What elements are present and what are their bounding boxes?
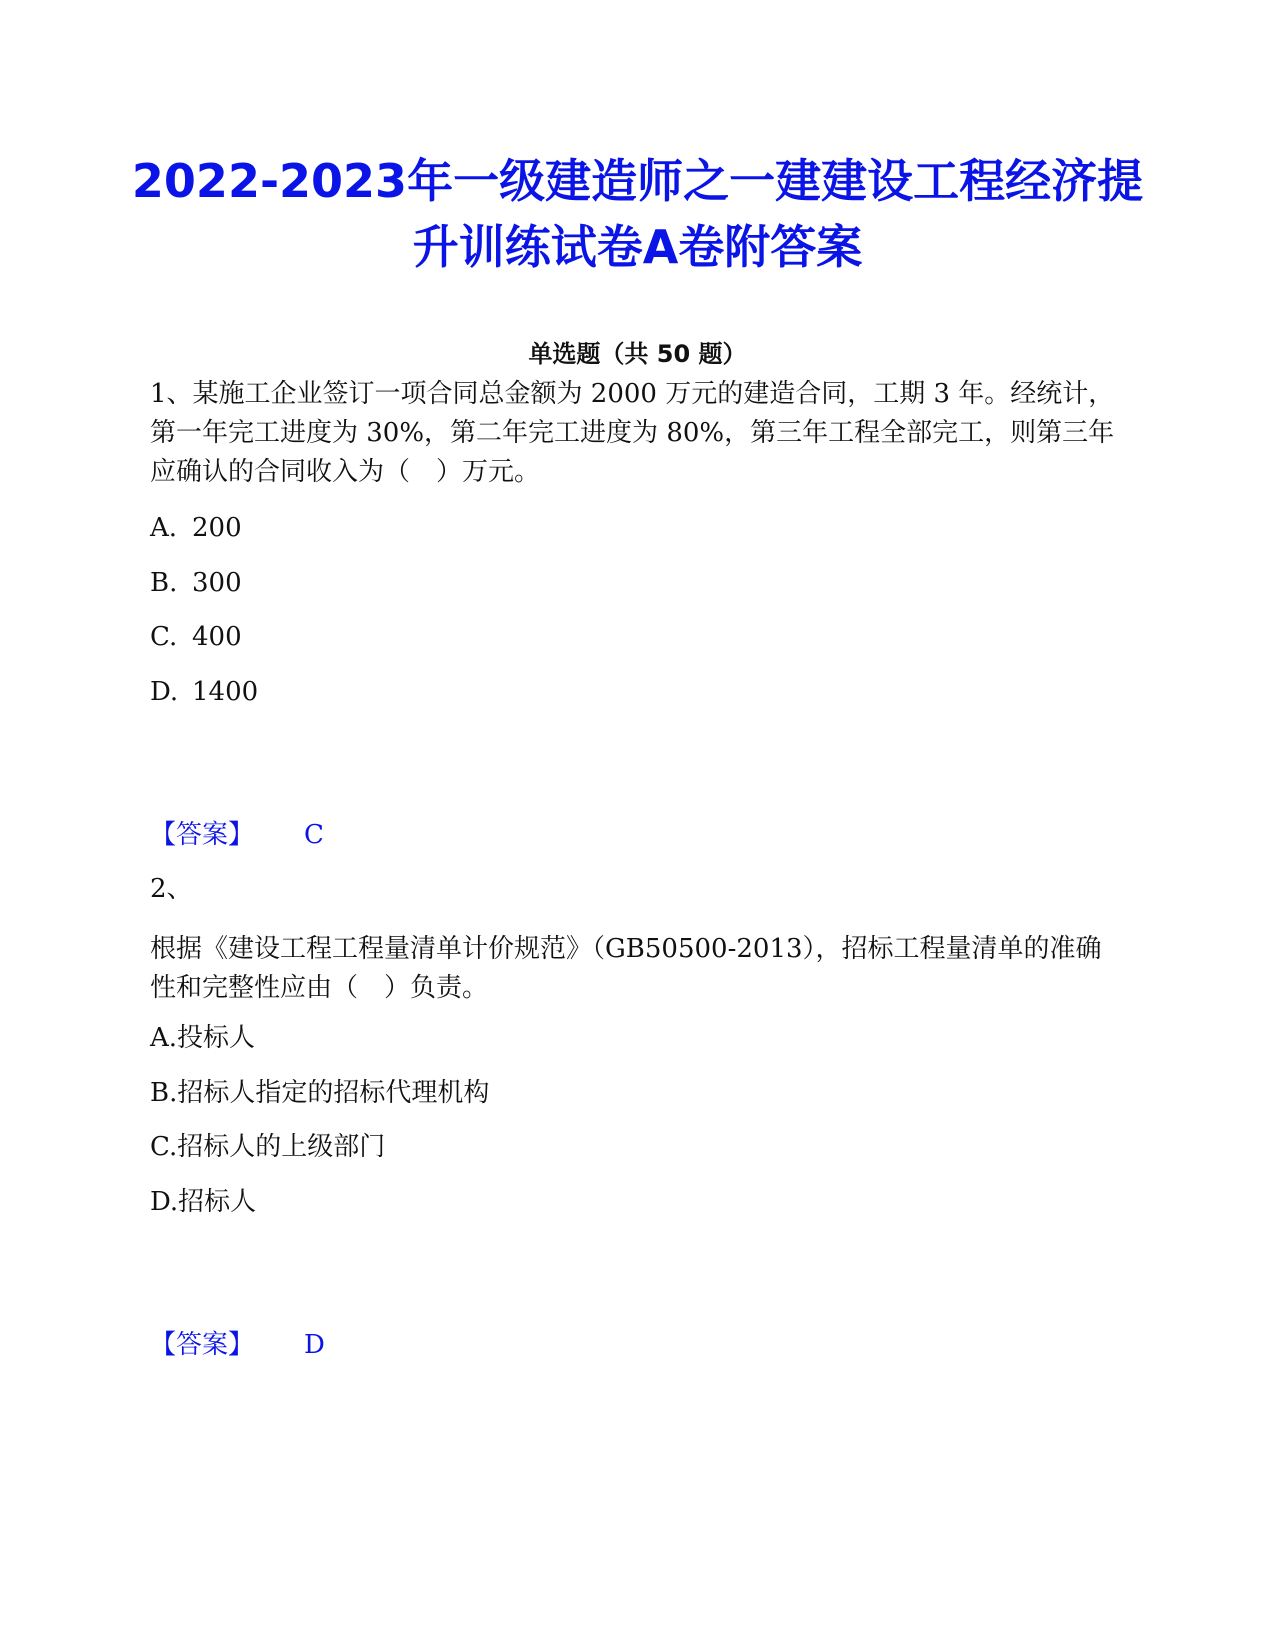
section-heading: 单选题（共 50 题） (528, 340, 747, 368)
option-letter: C. (150, 622, 178, 652)
option-text: 200 (192, 513, 242, 543)
question-2-answer (150, 1329, 325, 1361)
question-1-option-d (150, 676, 258, 708)
question-1-option-c (150, 621, 242, 653)
question-2-number: 2、 (150, 874, 193, 904)
question-1-stem: 1、某施工企业签订一项合同总金额为 2000 万元的建造合同，工期 3 年。经统计，第一年完工进度为 30%，第二年完工进度为 80%，第三年工程全部完工，则第三年应确认的合同收入为（ ）万元。 (150, 379, 1115, 487)
document-title: 2022-2023年一级建造师之一建建设工程经济提升训练试卷A卷附答案 (131, 154, 1144, 274)
question-2-option-b: B.招标人指定的招标代理机构 (150, 1078, 490, 1108)
option-letter: A. (150, 513, 178, 543)
answer-value: C (304, 820, 324, 850)
option-text: 300 (192, 568, 242, 598)
option-letter: B. (150, 568, 178, 598)
option-text: 400 (192, 622, 242, 652)
answer-label: 【答案】 (150, 820, 255, 850)
option-text: 1400 (192, 677, 259, 707)
question-2-stem: 根据《建设工程工程量清单计价规范》（GB50500-2013），招标工程量清单的准确性和完整性应由（ ）负责。 (150, 934, 1102, 1003)
question-1-option-b (150, 567, 242, 599)
question-1-option-a (150, 512, 242, 544)
answer-label: 【答案】 (150, 1330, 255, 1360)
question-2-option-a: A.投标人 (150, 1023, 256, 1053)
question-2-option-c: C.招标人的上级部门 (150, 1132, 386, 1162)
option-letter: D. (150, 677, 179, 707)
answer-value: D (304, 1330, 325, 1360)
question-2-option-d: D.招标人 (150, 1187, 257, 1217)
question-1-answer (150, 819, 324, 851)
